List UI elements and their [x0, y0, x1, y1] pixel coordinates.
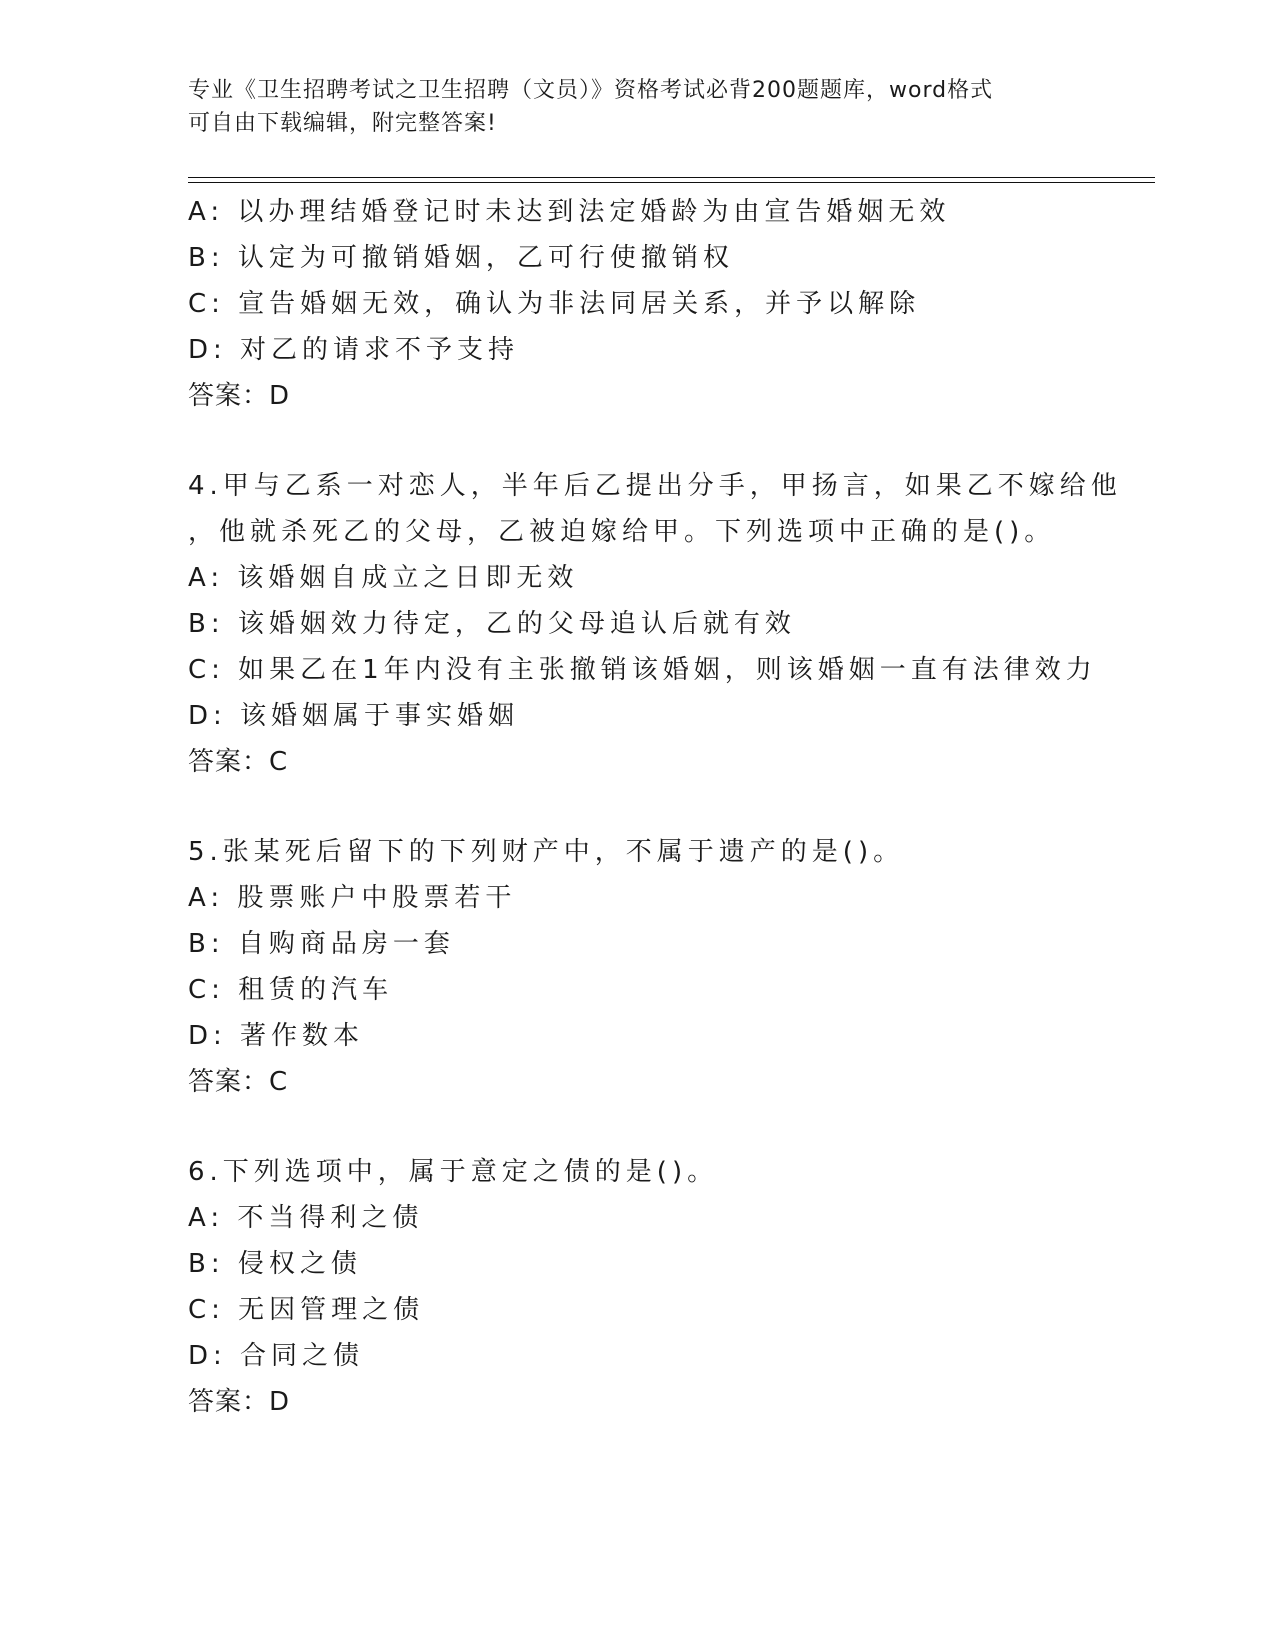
option-b: B: 侵权之债: [188, 1249, 362, 1279]
document-body: [188, 189, 1122, 1425]
option-a: A: 该婚姻自成立之日即无效: [188, 563, 579, 593]
option-a: A: 不当得利之债: [188, 1203, 424, 1233]
answer-line: 答案：C: [188, 1067, 289, 1097]
question-stem-line-2: ，他就杀死乙的父母，乙被迫嫁给甲。下列选项中正确的是()。: [188, 517, 1056, 547]
option-c: C: 宣告婚姻无效，确认为非法同居关系，并予以解除: [188, 289, 921, 319]
option-d: D: 该婚姻属于事实婚姻: [188, 701, 520, 731]
question-stem-line-1: 4.甲与乙系一对恋人，半年后乙提出分手，甲扬言，如果乙不嫁给他: [188, 471, 1122, 501]
header-line-2: 可自由下载编辑，附完整答案!: [188, 111, 497, 136]
question-stem: 6.下列选项中，属于意定之债的是()。: [188, 1157, 719, 1187]
option-b: B: 该婚姻效力待定，乙的父母追认后就有效: [188, 609, 796, 639]
option-c: C: 无因管理之债: [188, 1295, 425, 1325]
option-b: B: 认定为可撤销婚姻，乙可行使撤销权: [188, 243, 734, 273]
answer-line: 答案：C: [188, 747, 289, 777]
answer-line: 答案：D: [188, 1387, 291, 1417]
option-d: D: 合同之债: [188, 1341, 365, 1371]
option-c: C: 租赁的汽车: [188, 975, 394, 1005]
option-d: D: 对乙的请求不予支持: [188, 335, 520, 365]
header-line-1: 专业《卫生招聘考试之卫生招聘（文员）》资格考试必背200题题库，word格式: [188, 78, 994, 103]
answer-line: 答案：D: [188, 381, 291, 411]
header-divider-bottom: [188, 182, 1155, 183]
question-6: [188, 1149, 1088, 1425]
option-c: C: 如果乙在1年内没有主张撤销该婚姻，则该婚姻一直有法律效力: [188, 655, 1097, 685]
option-d: D: 著作数本: [188, 1021, 365, 1051]
question-3-continued: [188, 189, 1088, 419]
question-stem: 5.张某死后留下的下列财产中，不属于遗产的是()。: [188, 837, 905, 867]
question-4: [188, 463, 1122, 785]
option-a: A: 以办理结婚登记时未达到法定婚龄为由宣告婚姻无效: [188, 197, 951, 227]
option-b: B: 自购商品房一套: [188, 929, 455, 959]
document-header: [188, 74, 1088, 140]
header-divider-top: [188, 177, 1155, 178]
question-5: [188, 829, 1088, 1105]
option-a: A: 股票账户中股票若干: [188, 883, 517, 913]
